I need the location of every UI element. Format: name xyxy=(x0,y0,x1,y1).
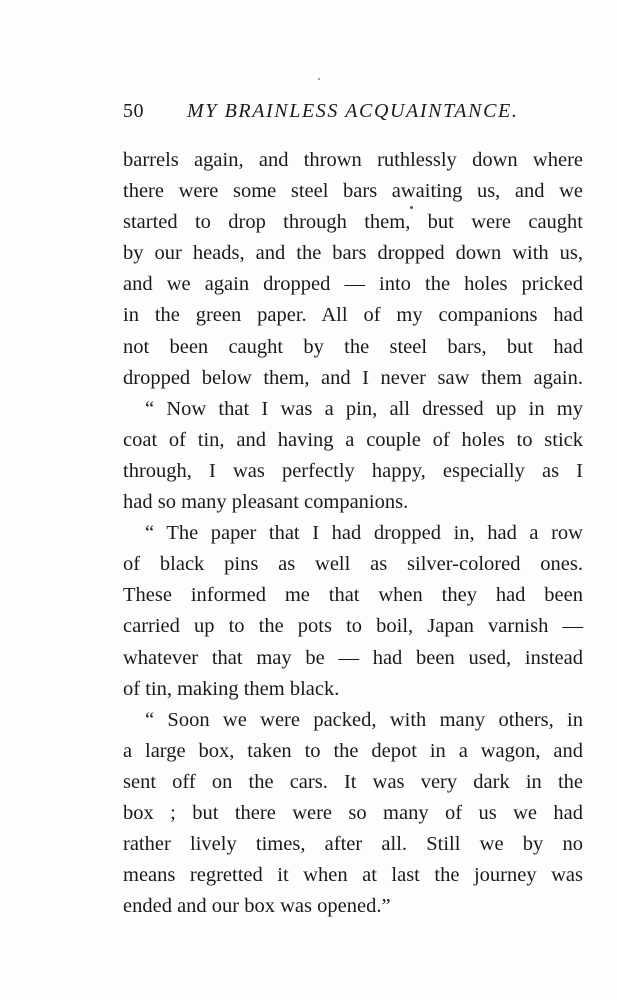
text-line: rather lively times, after all. Still we by no xyxy=(123,833,583,856)
text-line: by our heads, and the bars dropped down with us, xyxy=(123,242,583,265)
text-line: whatever that may be — had been used, instead xyxy=(123,646,583,669)
text-line: ended and our box was opened.” xyxy=(123,895,391,918)
text-line: “ The paper that I had dropped in, had a row xyxy=(145,522,583,545)
text-line: of tin, making them black. xyxy=(123,677,340,700)
text-line: started to drop through them, but were caught xyxy=(123,211,583,234)
text-line: “ Now that I was a pin, all dressed up in my xyxy=(145,397,583,420)
text-line: in the green paper. All of my companions had xyxy=(123,304,583,327)
text-line: barrels again, and thrown ruthlessly down where xyxy=(123,149,583,171)
text-line: box ; but there were so many of us we had xyxy=(123,801,583,824)
text-line: sent off on the cars. It was very dark in the xyxy=(123,770,583,793)
text-line: not been caught by the steel bars, but had xyxy=(123,335,583,358)
text-line: had so many pleasant companions. xyxy=(123,491,409,514)
text-line: coat of tin, and having a couple of holes to stick xyxy=(123,428,583,451)
running-title: MY BRAINLESS ACQUAINTANCE. xyxy=(187,100,519,122)
text-line: dropped below them, and I never saw them again. xyxy=(123,366,583,389)
text-line: “ Soon we were packed, with many others, in xyxy=(145,708,583,731)
text-line: carried up to the pots to boil, Japan varnish — xyxy=(123,615,583,638)
text-line: there were some steel bars awaiting us, and we xyxy=(123,180,583,203)
ink-speck xyxy=(318,78,320,80)
page-number: 50 xyxy=(123,100,144,122)
ink-speck xyxy=(410,206,413,209)
page-header xyxy=(123,100,533,128)
text-line: a large box, taken to the depot in a wagon, and xyxy=(123,739,583,762)
text-line: and we again dropped — into the holes pricked xyxy=(123,273,583,296)
text-line: These informed me that when they had been xyxy=(123,584,583,607)
body-text xyxy=(123,145,583,922)
text-line: of black pins as well as silver-colored ones. xyxy=(123,553,583,576)
text-line: through, I was perfectly happy, especially as I xyxy=(123,459,583,482)
text-line: means regretted it when at last the journey was xyxy=(123,864,583,887)
